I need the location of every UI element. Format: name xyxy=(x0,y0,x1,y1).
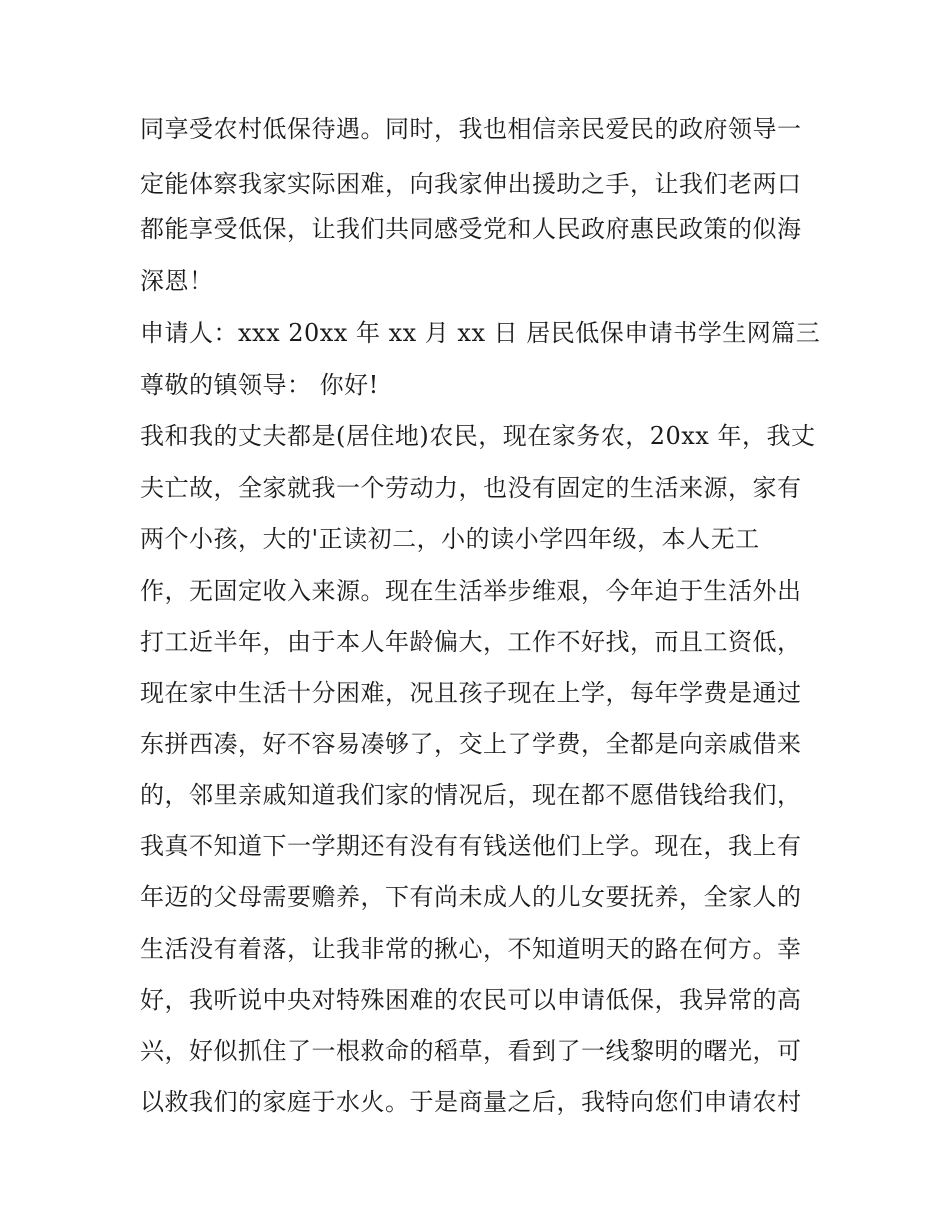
text-line-10: 作，无固定收入来源。现在生活举步维艰，今年迫于生活外出 xyxy=(140,577,802,605)
text-line-12: 现在家中生活十分困难，况且孩子现在上学，每年学费是通过 xyxy=(140,679,802,707)
text-line-16: 年迈的父母需要赡养，下有尚未成人的儿女要抚养，全家人的 xyxy=(140,883,802,911)
text-line-13: 东拼西凑，好不容易凑够了，交上了学费，全都是向亲戚借来 xyxy=(140,730,802,758)
text-line-2: 定能体察我家实际困难，向我家伸出援助之手，让我们老两口 xyxy=(140,170,802,198)
text-line-18: 好，我听说中央对特殊困难的农民可以申请低保，我异常的高 xyxy=(140,986,802,1014)
signature-line: 申请人：xxx 20xx 年 xx 月 xx 日 居民低保申请书学生网篇三 xyxy=(140,319,821,347)
text-line-1: 同享受农村低保待遇。同时，我也相信亲民爱民的政府领导一 xyxy=(140,115,802,143)
text-line-4: 深恩！ xyxy=(140,267,214,295)
text-line-17: 生活没有着落，让我非常的揪心，不知道明天的路在何方。幸 xyxy=(140,935,802,963)
text-line-20: 以救我们的家庭于水火。于是商量之后，我特向您们申请农村 xyxy=(140,1088,802,1116)
text-line-7: 我和我的丈夫都是(居住地)农民，现在家务农，20xx 年，我丈 xyxy=(140,422,816,450)
salutation-line: 尊敬的镇领导： 你好! xyxy=(140,371,379,399)
text-line-14: 的，邻里亲戚知道我们家的情况后，现在都不愿借钱给我们， xyxy=(140,781,802,809)
text-line-3: 都能享受低保，让我们共同感受党和人民政府惠民政策的似海 xyxy=(140,215,802,243)
text-line-8: 夫亡故，全家就我一个劳动力，也没有固定的生活来源，家有 xyxy=(140,474,802,502)
text-line-9: 两个小孩，大的'正读初二，小的读小学四年级，本人无工 xyxy=(140,525,760,553)
text-line-15: 我真不知道下一学期还有没有有钱送他们上学。现在，我上有 xyxy=(140,832,802,860)
text-line-11: 打工近半年，由于本人年龄偏大，工作不好找，而且工资低， xyxy=(140,628,802,656)
text-line-19: 兴，好似抓住了一根救命的稻草，看到了一线黎明的曙光，可 xyxy=(140,1037,802,1065)
